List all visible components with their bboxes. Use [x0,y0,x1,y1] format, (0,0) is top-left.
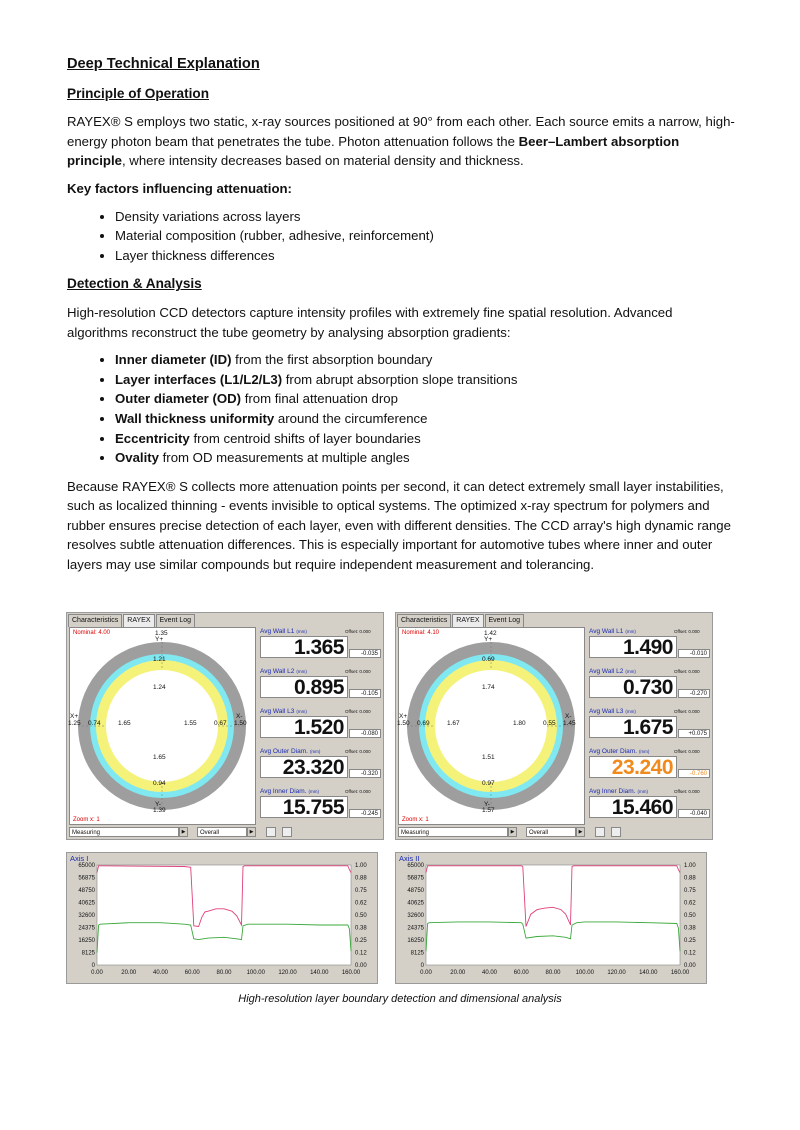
chart-title: Axis I [70,854,89,863]
stat-label: Avg Wall L3 (mm) [589,708,636,715]
stat-value: 1.365 [293,636,344,659]
ring-value-bottom-axis: Y- [155,801,161,808]
x-tick-label: 140.00 [639,970,658,976]
stat-label: Avg Outer Diam. (mm) [260,748,321,755]
zoom-label: Zoom x: 1 [73,817,100,823]
stat-value-box [260,676,348,698]
stat-block [588,707,711,747]
document-body [67,55,735,583]
y-tick-label: 24375 [407,925,424,932]
stat-value-box [260,716,348,738]
ring-value-ring-top: 1.21 [153,656,166,663]
ring-value-right-outer: 1.45 [563,720,576,727]
y2-tick-label: 0.25 [355,938,367,944]
y2-tick-label: 1.00 [684,863,696,869]
ring-value-right-axis: X- [565,713,572,720]
y-tick-label: 16250 [78,938,95,944]
mode-select[interactable]: Measuring [398,827,508,837]
stat-value: 1.490 [622,636,673,659]
stat-block [259,747,382,787]
stat-offset: Offset: 0.000 [674,749,700,754]
ring-value-left-ring: 0.69 [417,720,430,727]
key-factors-heading: Key factors influencing attenuation: [67,180,292,196]
x-tick-label: 40.00 [481,970,498,976]
ring-value-right-inner: 1.55 [184,720,197,727]
stat-offset: Offset: 0.000 [345,629,371,634]
stat-block [588,787,711,827]
x-tick-label: 120.00 [278,970,297,976]
y2-tick-label: 0.25 [684,938,696,944]
stat-value: 15.460 [611,796,673,819]
cross-section-view [69,627,256,825]
stat-offset: Offset: 0.000 [674,709,700,714]
stat-deviation: -0.270 [678,689,710,698]
stat-value-box [589,636,677,658]
y-tick-label: 0 [91,963,95,969]
y-tick-label: 56875 [78,875,95,882]
x-tick-label: 160.00 [670,970,690,976]
stat-offset: Offset: 0.000 [345,669,371,674]
y2-tick-label: 0.38 [684,925,696,932]
view-select[interactable]: Overall [197,827,247,837]
ring-value-right-outer: 1.50 [234,720,247,727]
axis-chart [66,852,378,984]
x-tick-label: 80.00 [216,970,232,976]
stat-deviation: -0.080 [349,729,381,738]
view-dropdown-arrow-icon[interactable]: ▶ [247,827,256,837]
x-tick-label: 0.00 [420,970,432,976]
stat-value-box [589,716,677,738]
stat-deviation: -0.035 [349,649,381,658]
y2-tick-label: 0.62 [684,900,696,907]
y-tick-label: 8125 [410,950,424,957]
stat-block [588,667,711,707]
panel-button-icon[interactable] [595,827,605,837]
plot-area [426,865,680,965]
y-tick-label: 0 [420,963,424,969]
stat-value-box [260,796,348,818]
list-item: • Density variations across layers [115,207,735,227]
principle-paragraph: RAYEX® S employs two static, x-ray sources positioned at 90° from each other. Each source emits a narrow, high-energy photon beam that penetrates the tube. Photon attenuation follows the Beer–Lambert absorption principle, where intensity decreases based on material density and thickness. [67,114,735,169]
axis-chart [395,852,707,984]
stat-label: Avg Wall L3 (mm) [260,708,307,715]
stat-label: Avg Outer Diam. (mm) [589,748,650,755]
zoom-label: Zoom x: 1 [402,817,429,823]
ring-value-right-inner: 1.80 [513,720,526,727]
ring-value-left-axis: X+ [399,713,408,720]
tab-event-log[interactable]: Event Log [485,614,525,627]
stat-value: 1.520 [293,716,344,739]
stat-block [259,627,382,667]
y-tick-label: 48750 [407,888,424,894]
stat-deviation: -0.105 [349,689,381,698]
rayex-figure [66,612,714,984]
detection-paragraph: High-resolution CCD detectors capture intensity profiles with extremely fine spatial resolution. Advanced algorithms reconstruct the tube geometry by analysing absorption gradients: [67,304,673,340]
x-tick-label: 0.00 [91,970,103,976]
stat-offset: Offset: 0.000 [674,789,700,794]
y2-tick-label: 0.88 [355,875,367,882]
y-tick-label: 32600 [78,913,95,919]
ring-value-inner-top: 1.74 [482,684,495,691]
detection-heading: Detection & Analysis [67,276,202,292]
ring-value-left-inner: 1.67 [447,720,460,727]
stat-deviation: -0.760 [678,769,710,778]
y-tick-label: 40625 [78,900,95,907]
stats-column [259,627,382,827]
stats-column [588,627,711,827]
list-item: • Eccentricity from centroid shifts of layer boundaries [115,429,735,449]
cross-section-view [398,627,585,825]
doc-title: Deep Technical Explanation [67,56,260,72]
x-tick-label: 80.00 [545,970,561,976]
panel-tabs [68,614,196,626]
stat-offset: Offset: 0.000 [674,629,700,634]
ring-value-bottom-axis: Y- [484,801,490,808]
tab-rayex[interactable]: RAYEX [123,614,154,627]
measures-list [67,350,735,468]
list-item: • Inner diameter (ID) from the first absorption boundary [115,350,735,370]
list-item: • Material composition (rubber, adhesive, reinforcement) [115,226,735,246]
stat-label: Avg Inner Diam. (mm) [589,788,648,795]
ring-value-ring-bottom: 0.97 [482,780,495,787]
ring-value-top-axis: Y+ [155,636,164,643]
stat-deviation: -0.320 [349,769,381,778]
ring-value-left-axis: X+ [70,713,79,720]
ring-value-left-inner: 1.65 [118,720,131,727]
stat-block [259,787,382,827]
ring-value-right-ring: 0.55 [543,720,556,727]
y2-tick-label: 1.00 [355,863,367,869]
stat-block [259,707,382,747]
y-tick-label: 24375 [78,925,95,932]
y-tick-label: 65000 [407,863,424,869]
mode-dropdown-arrow-icon[interactable]: ▶ [508,827,517,837]
stat-label: Avg Wall L1 (mm) [260,628,307,635]
nominal-label: Nominal: 4.00 [73,630,111,636]
figure-caption: High-resolution layer boundary detection and dimensional analysis [238,993,562,1005]
stat-deviation: -0.245 [349,809,381,818]
y-tick-label: 56875 [407,875,424,882]
stat-value-box [589,756,677,778]
x-tick-label: 40.00 [152,970,169,976]
stat-value: 1.675 [622,716,673,739]
view-select[interactable]: Overall [526,827,576,837]
stat-value-box [260,756,348,778]
list-item: • Layer thickness differences [115,246,735,266]
stat-value: 0.895 [293,676,344,699]
panel-button-icon[interactable] [611,827,621,837]
ring-value-right-axis: X- [236,713,243,720]
y-tick-label: 32600 [407,913,424,919]
x-tick-label: 60.00 [513,970,529,976]
stat-deviation: -0.010 [678,649,710,658]
stat-value: 15.755 [282,796,344,819]
x-tick-label: 140.00 [310,970,329,976]
chart-svg [67,853,377,983]
plot-area [97,865,351,965]
tab-event-log[interactable]: Event Log [156,614,196,627]
tab-rayex[interactable]: RAYEX [452,614,483,627]
list-item: • Wall thickness uniformity around the circumference [115,409,735,429]
view-dropdown-arrow-icon[interactable]: ▶ [576,827,585,837]
tab-characteristics[interactable]: Characteristics [397,614,451,627]
y-tick-label: 40625 [407,900,424,907]
x-tick-label: 160.00 [341,970,361,976]
stat-value: 0.730 [622,676,673,699]
y2-tick-label: 0.62 [355,900,367,907]
chart-svg [396,853,706,983]
y2-tick-label: 0.00 [355,963,367,969]
closing-paragraph: Because RAYEX® S collects more attenuation points per second, it can detect extremely small layer instabilities, such as localized thinning - events invisible to optical systems. The optimized x-ray spectrum for polymers and rubber ensures precise detection of each layer, even with different densities. The CCD array's high dynamic range resolves subtle attenuation differences. This is especially important for automotive tubes where inner and outer layers may use similar compounds but require independent measurement and tolerancing. [67,478,731,573]
stat-offset: Offset: 0.000 [674,669,700,674]
x-tick-label: 20.00 [450,970,466,976]
ring-value-top: 1.42 [484,630,497,637]
ring-value-left-outer: 1.25 [68,720,81,727]
y2-tick-label: 0.00 [684,963,696,969]
y2-tick-label: 0.50 [684,913,696,919]
ring-value-inner-bottom: 1.65 [153,754,166,761]
ring-value-inner-bottom: 1.51 [482,754,495,761]
ring-value-ring-top: 0.69 [482,656,495,663]
stat-value-box [589,676,677,698]
stat-value-box [260,636,348,658]
y2-tick-label: 0.75 [684,888,696,894]
ring-value-bottom: 1.57 [482,807,495,814]
ring-value-inner-top: 1.24 [153,684,166,691]
mode-dropdown-arrow-icon[interactable]: ▶ [179,827,188,837]
y2-tick-label: 0.50 [355,913,367,919]
list-item: • Outer diameter (OD) from final attenuation drop [115,389,735,409]
y2-tick-label: 0.12 [684,950,696,957]
mode-select[interactable]: Measuring [69,827,179,837]
x-tick-label: 100.00 [246,970,265,976]
ring-value-bottom: 1.39 [153,807,166,814]
tab-characteristics[interactable]: Characteristics [68,614,122,627]
panel-button-icon[interactable] [266,827,276,837]
nominal-label: Nominal: 4.10 [402,630,440,636]
stat-block [588,627,711,667]
stat-label: Avg Wall L2 (mm) [589,668,636,675]
ring-value-top-axis: Y+ [484,636,493,643]
stat-offset: Offset: 0.000 [345,789,371,794]
y-tick-label: 8125 [81,950,95,957]
y-tick-label: 48750 [78,888,95,894]
stat-offset: Offset: 0.000 [345,749,371,754]
stat-label: Avg Inner Diam. (mm) [260,788,319,795]
panel-tabs [397,614,525,626]
x-tick-label: 60.00 [184,970,200,976]
x-tick-label: 100.00 [575,970,594,976]
stat-deviation: -0.040 [678,809,710,818]
ring-value-left-ring: 0.74 [88,720,101,727]
principle-heading: Principle of Operation [67,85,209,101]
y-tick-label: 65000 [78,863,95,869]
x-tick-label: 120.00 [607,970,626,976]
y2-tick-label: 0.75 [355,888,367,894]
y-tick-label: 16250 [407,938,424,944]
chart-title: Axis II [399,854,420,863]
stat-deviation: +0.075 [678,729,710,738]
stat-value: 23.320 [282,756,344,779]
stat-value: 23.240 [611,756,673,779]
stat-label: Avg Wall L1 (mm) [589,628,636,635]
y2-tick-label: 0.38 [355,925,367,932]
stat-value-box [589,796,677,818]
x-tick-label: 20.00 [121,970,137,976]
ring-value-left-outer: 1.50 [397,720,410,727]
list-item: • Layer interfaces (L1/L2/L3) from abrupt absorption slope transitions [115,370,735,390]
measurement-panel [395,612,713,840]
list-item: • Ovality from OD measurements at multiple angles [115,448,735,468]
ring-value-ring-bottom: 0.94 [153,780,166,787]
measurement-panel [66,612,384,840]
factors-list [67,207,735,266]
stat-label: Avg Wall L2 (mm) [260,668,307,675]
y2-tick-label: 0.88 [684,875,696,882]
y2-tick-label: 0.12 [355,950,367,957]
ring-value-right-ring: 0.67 [214,720,227,727]
ring-value-top: 1.35 [155,630,168,637]
stat-offset: Offset: 0.000 [345,709,371,714]
panel-button-icon[interactable] [282,827,292,837]
stat-block [259,667,382,707]
stat-block [588,747,711,787]
